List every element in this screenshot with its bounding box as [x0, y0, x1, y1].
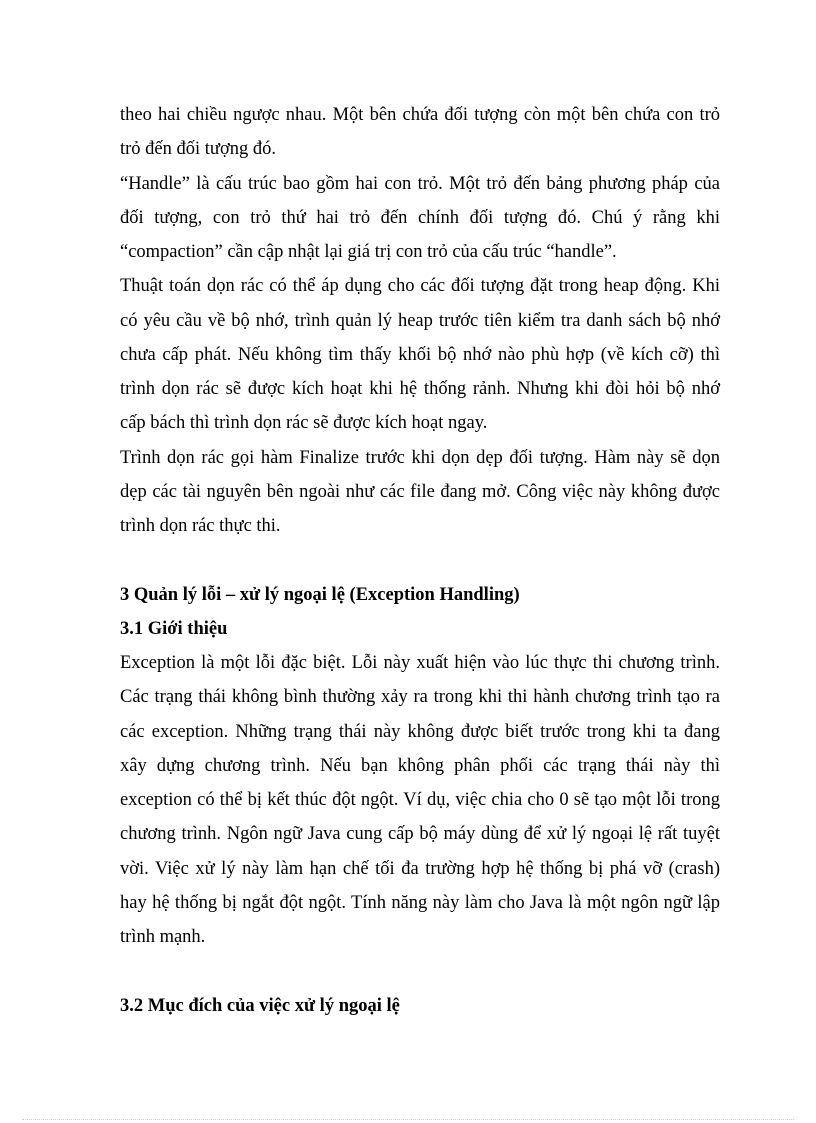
subsection-heading: 3.2 Mục đích của việc xử lý ngoại lệ: [120, 996, 400, 1016]
body-text-line: hay hệ thống bị ngắt đột ngột. Tính năng này làm cho Java là một ngôn ngữ lập: [120, 893, 720, 913]
body-text-line: theo hai chiều ngược nhau. Một bên chứa đối tượng còn một bên chứa con trỏ: [120, 105, 720, 125]
body-text-line: cấp bách thì trình dọn rác sẽ được kích hoạt ngay.: [120, 413, 488, 433]
body-text-line: trình dọn rác thực thi.: [120, 516, 281, 536]
body-text-line: dẹp các tài nguyên bên ngoài như các file đang mở. Công việc này không được: [120, 482, 720, 502]
body-text-line: đối tượng, con trỏ thứ hai trỏ đến chính đối tượng đó. Chú ý rằng khi: [120, 208, 720, 228]
body-text-line: Exception là một lỗi đặc biệt. Lỗi này xuất hiện vào lúc thực thi chương trình.: [120, 653, 720, 673]
subsection-heading: 3.1 Giới thiệu: [120, 619, 228, 639]
body-text-line: exception có thể bị kết thúc đột ngột. Ví dụ, việc chia cho 0 sẽ tạo một lỗi trong: [120, 790, 720, 810]
body-text-line: có yêu cầu về bộ nhớ, trình quản lý heap trước tiên kiểm tra danh sách bộ nhớ: [120, 311, 720, 331]
body-text-line: trình mạnh.: [120, 927, 206, 947]
body-text-line: Thuật toán dọn rác có thể áp dụng cho các đối tượng đặt trong heap động. Khi: [120, 276, 720, 296]
body-text-line: trình dọn rác sẽ được kích hoạt khi hệ thống rảnh. Nhưng khi đòi hỏi bộ nhớ: [120, 379, 720, 399]
body-text-line: vời. Việc xử lý này làm hạn chế tối đa trường hợp hệ thống bị phá vỡ (crash): [120, 859, 720, 879]
body-text-line: chương trình. Ngôn ngữ Java cung cấp bộ máy dùng để xử lý ngoại lệ rất tuyệt: [120, 824, 720, 844]
body-text-line: Trình dọn rác gọi hàm Finalize trước khi dọn dẹp đối tượng. Hàm này sẽ dọn: [120, 448, 720, 468]
body-text-line: xây dựng chương trình. Nếu bạn không phân phối các trạng thái này thì: [120, 756, 720, 776]
body-text-line: “compaction” cần cập nhật lại giá trị con trỏ của cấu trúc “handle”.: [120, 242, 617, 262]
section-heading: 3 Quản lý lỗi – xử lý ngoại lệ (Exception Handling): [120, 585, 520, 605]
body-text-line: Các trạng thái không bình thường xảy ra trong khi thi hành chương trình tạo ra: [120, 687, 720, 707]
body-text-line: chưa cấp phát. Nếu không tìm thấy khối bộ nhớ nào phù hợp (về kích cỡ) thì: [120, 345, 720, 365]
body-text-line: trỏ đến đối tượng đó.: [120, 139, 276, 159]
body-text-line: “Handle” là cấu trúc bao gồm hai con trỏ. Một trỏ đến bảng phương pháp của: [120, 174, 720, 194]
body-text-line: các exception. Những trạng thái này không được biết trước trong khi ta đang: [120, 722, 720, 742]
page-bottom-rule: [22, 1119, 794, 1120]
